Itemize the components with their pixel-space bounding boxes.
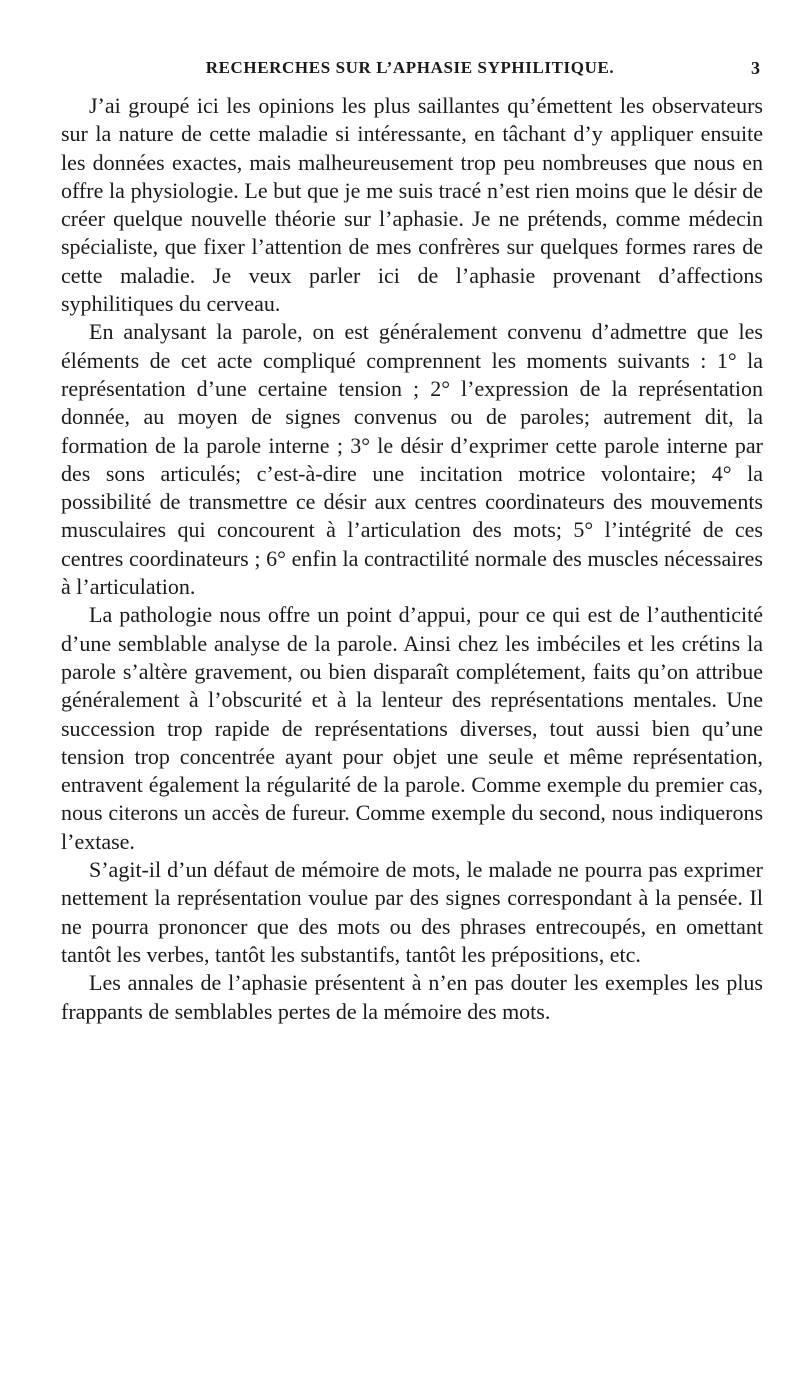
body-text <box>61 92 763 1026</box>
running-head <box>60 58 760 82</box>
paragraph: La pathologie nous offre un point d’appui, pour ce qui est de l’authenticité d’une semblable analyse de la parole. Ainsi chez les imbéciles et les crétins la parole s’altère gravement, ou bien disparaît complétement, faits qu’on attribue généralement à l’obscurité et à la lenteur des représentations mentales. Une succession trop rapide de représentations diverses, tout aussi bien qu’une tension trop concentrée ayant pour objet une seule et même représentation, entravent également la régularité de la parole. Comme exemple du premier cas, nous citerons un accès de fureur. Comme exemple du second, nous indiquerons l’extase. <box>61 602 763 854</box>
page-number: 3 <box>751 58 760 78</box>
paragraph: J’ai groupé ici les opinions les plus saillantes qu’émettent les observateurs sur la nature de cette maladie si intéressante, en tâchant d’y appliquer ensuite les données exactes, mais malheureusement trop peu nombreuses que nous en offre la physiologie. Le but que je me suis tracé n’est rien moins que le désir de créer quelque nouvelle théorie sur l’aphasie. Je ne prétends, comme médecin spécialiste, que fixer l’attention de mes confrères sur quelques formes rares de cette maladie. Je veux parler ici de l’aphasie provenant d’affections syphilitiques du cerveau. <box>61 93 763 317</box>
paragraph: S’agit-il d’un défaut de mémoire de mots, le malade ne pourra pas exprimer nettement la représentation voulue par des signes correspondant à la pensée. Il ne pourra prononcer que des mots ou des phrases entrecoupés, en omettant tantôt les verbes, tantôt les substantifs, tantôt les prépositions, etc. <box>61 857 763 967</box>
running-title: RECHERCHES SUR L’APHASIE SYPHILITIQUE. <box>205 58 615 77</box>
paragraph: Les annales de l’aphasie présentent à n’en pas douter les exemples les plus frappants de semblables pertes de la mémoire des mots. <box>61 970 763 1024</box>
paragraph: En analysant la parole, on est généralement convenu d’admettre que les éléments de cet acte compliqué comprennent les moments suivants : 1° la représentation d’une certaine tension ; 2° l’expression de la représentation donnée, au moyen de signes convenus ou de paroles; autrement dit, la formation de la parole interne ; 3° le désir d’exprimer cette parole interne par des sons articulés; c’est-à-dire une incitation motrice volontaire; 4° la possibilité de transmettre ce désir aux centres coordinateurs des mouvements musculaires qui concourent à l’articulation des mots; 5° l’intégrité de ces centres coordinateurs ; 6° enfin la contractilité normale des muscles nécessaires à l’articulation. <box>61 319 763 600</box>
